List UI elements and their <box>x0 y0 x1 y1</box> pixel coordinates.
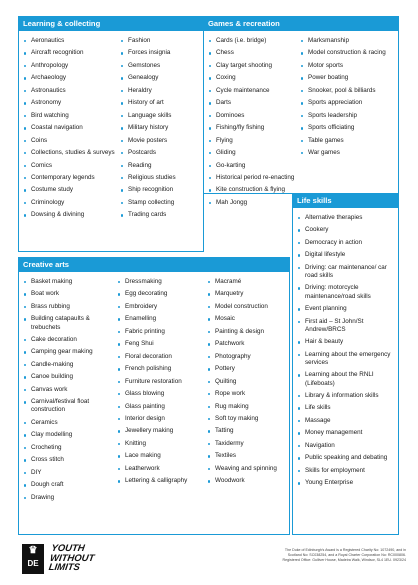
learning-item: Postcards <box>120 149 204 157</box>
learning-item: Military history <box>120 124 204 132</box>
tagline-line-3: LIMITS <box>47 562 81 573</box>
creative-item: Leatherwork <box>117 465 205 473</box>
creative-item: Canoe building <box>23 373 115 381</box>
creative-item: Taxidermy <box>207 440 289 448</box>
games-item: War games <box>300 149 398 157</box>
learning-item: Gemstones <box>120 62 204 70</box>
learning-col-1 <box>23 37 119 224</box>
creative-item: Macramé <box>207 278 289 286</box>
games-item: Sports appreciation <box>300 99 398 107</box>
games-col-1 <box>208 37 297 211</box>
games-item: Kite construction & flying <box>208 186 297 194</box>
creative-item: Painting & design <box>207 328 289 336</box>
learning-item: Aeronautics <box>23 37 119 45</box>
games-item: Motor sports <box>300 62 398 70</box>
life-skills-item: Young Enterprise <box>297 479 398 487</box>
games-item: Coxing <box>208 74 297 82</box>
learning-item: Criminology <box>23 199 119 207</box>
learning-item: Contemporary legends <box>23 174 119 182</box>
creative-item: Building catapaults & trebuchets <box>23 315 115 331</box>
games-item: Power boating <box>300 74 398 82</box>
games-item: Historical period re-enacting <box>208 174 297 182</box>
creative-item: Textiles <box>207 452 289 460</box>
logo-text: DE <box>27 559 39 568</box>
dofe-logo <box>22 544 44 574</box>
creative-item: Woodwork <box>207 477 289 485</box>
creative-item: Photography <box>207 353 289 361</box>
games-item: Marksmanship <box>300 37 398 45</box>
learning-item: Aircraft recognition <box>23 49 119 57</box>
tagline-line-1: YOUTH <box>50 543 86 554</box>
games-item: Chess <box>208 49 297 57</box>
life-skills-item: Hair & beauty <box>297 338 398 346</box>
creative-item: Patchwork <box>207 340 289 348</box>
learning-item: Costume study <box>23 186 119 194</box>
life-skills-item: Driving: car maintenance/ car road skills <box>297 264 398 280</box>
life-skills-item: Life skills <box>297 404 398 412</box>
life-skills-item: Event planning <box>297 305 398 313</box>
games-recreation-title: Games & recreation <box>204 17 398 31</box>
games-item: Clay target shooting <box>208 62 297 70</box>
creative-item: Basket making <box>23 278 115 286</box>
crown-icon: ♛ <box>28 545 38 556</box>
games-item: Cards (i.e. bridge) <box>208 37 297 45</box>
creative-item: Enamelling <box>117 315 205 323</box>
learning-item: Religious studies <box>120 174 204 182</box>
life-skills-item: Library & information skills <box>297 392 398 400</box>
games-item: Sports leadership <box>300 112 398 120</box>
creative-item: Fabric printing <box>117 328 205 336</box>
creative-item: Candle-making <box>23 361 115 369</box>
games-item: Gliding <box>208 149 297 157</box>
creative-item: Cross stitch <box>23 456 115 464</box>
creative-item: Rope work <box>207 390 289 398</box>
creative-item: Weaving and spinning <box>207 465 289 473</box>
tagline-line-2: WITHOUT <box>49 552 96 564</box>
learning-collecting-panel <box>18 16 204 252</box>
creative-item: Boat work <box>23 290 115 298</box>
learning-item: History of art <box>120 99 204 107</box>
learning-item: Collections, studies & surveys <box>23 149 119 157</box>
learning-item: Coins <box>23 137 119 145</box>
games-item: Sports officiating <box>300 124 398 132</box>
learning-item: Forces insignia <box>120 49 204 57</box>
creative-item: Feng Shui <box>117 340 205 348</box>
life-skills-item: Cookery <box>297 226 398 234</box>
creative-item: Clay modelling <box>23 431 115 439</box>
games-item: Darts <box>208 99 297 107</box>
learning-item: Comics <box>23 162 119 170</box>
creative-item: Crocheting <box>23 444 115 452</box>
creative-item: Lettering & calligraphy <box>117 477 205 485</box>
life-skills-item: Alternative therapies <box>297 214 398 222</box>
creative-item: Lace making <box>117 452 205 460</box>
legal-line-2: Scotland No: SC038254, and a Royal Charter Corporation No: RC000806. <box>287 553 406 557</box>
games-item: Flying <box>208 137 297 145</box>
life-skills-item: Digital lifestyle <box>297 251 398 259</box>
creative-item: Cake decoration <box>23 336 115 344</box>
creative-item: Pottery <box>207 365 289 373</box>
life-skills-item: Driving: motorcycle maintenance/road skills <box>297 284 398 300</box>
learning-item: Astronautics <box>23 87 119 95</box>
creative-item: Glass blowing <box>117 390 205 398</box>
creative-item: Jewellery making <box>117 427 205 435</box>
creative-item: Mosaic <box>207 315 289 323</box>
games-item: Dominoes <box>208 112 297 120</box>
learning-item: Genealogy <box>120 74 204 82</box>
games-item: Mah Jongg <box>208 199 297 207</box>
learning-col-2 <box>120 37 204 224</box>
creative-item: French polishing <box>117 365 205 373</box>
creative-arts-title: Creative arts <box>19 258 289 272</box>
learning-item: Astronomy <box>23 99 119 107</box>
legal-line-1: The Duke of Edinburgh's Award is a Registered Charity No: 1072490, and in <box>284 548 406 552</box>
creative-item: Dough craft <box>23 481 115 489</box>
creative-item: Canvas work <box>23 386 115 394</box>
creative-item: Quilting <box>207 378 289 386</box>
creative-item: Ceramics <box>23 419 115 427</box>
creative-item: Floral decoration <box>117 353 205 361</box>
creative-col-2 <box>117 278 205 490</box>
learning-item: Ship recognition <box>120 186 204 194</box>
creative-col-3 <box>207 278 289 490</box>
learning-item: Coastal navigation <box>23 124 119 132</box>
life-skills-item: Public speaking and debating <box>297 454 398 462</box>
creative-item: Knitting <box>117 440 205 448</box>
learning-item: Language skills <box>120 112 204 120</box>
creative-item: Drawing <box>23 494 115 502</box>
creative-item: Interior design <box>117 415 205 423</box>
learning-item: Archaeology <box>23 74 119 82</box>
legal-line-3: Registered Office: Gulliver House, Madeira Walk, Windsor, SL4 1EU. 0923/24 <box>282 558 406 562</box>
footer <box>0 538 418 585</box>
creative-item: Furniture restoration <box>117 378 205 386</box>
creative-item: Dressmaking <box>117 278 205 286</box>
creative-item: Soft toy making <box>207 415 289 423</box>
creative-item: Egg decorating <box>117 290 205 298</box>
creative-item: DIY <box>23 469 115 477</box>
games-item: Go-karting <box>208 162 297 170</box>
youth-without-limits-tagline <box>48 544 96 573</box>
creative-item: Rug making <box>207 403 289 411</box>
creative-item: Tatting <box>207 427 289 435</box>
learning-collecting-title: Learning & collecting <box>19 17 203 31</box>
creative-item: Brass rubbing <box>23 303 115 311</box>
creative-item: Carnival/festival float construction <box>23 398 115 414</box>
creative-item: Marquetry <box>207 290 289 298</box>
life-skills-item: First aid – St John/St Andrew/BRCS <box>297 318 398 334</box>
learning-item: Heraldry <box>120 87 204 95</box>
creative-item: Embroidery <box>117 303 205 311</box>
life-skills-item: Democracy in action <box>297 239 398 247</box>
creative-arts-panel <box>18 257 290 535</box>
life-skills-item: Massage <box>297 417 398 425</box>
life-skills-item: Learning about the RNLI (Lifeboats) <box>297 371 398 387</box>
life-skills-panel <box>292 193 399 535</box>
creative-item: Model construction <box>207 303 289 311</box>
games-item: Cycle maintenance <box>208 87 297 95</box>
life-skills-item: Navigation <box>297 442 398 450</box>
life-skills-title: Life skills <box>293 194 398 208</box>
learning-item: Movie posters <box>120 137 204 145</box>
games-item: Table games <box>300 137 398 145</box>
learning-item: Trading cards <box>120 211 204 219</box>
life-skills-item: Skills for employment <box>297 467 398 475</box>
creative-item: Glass painting <box>117 403 205 411</box>
games-item: Fishing/fly fishing <box>208 124 297 132</box>
legal-notice <box>216 548 406 563</box>
creative-item: Camping gear making <box>23 348 115 356</box>
life-skills-item: Money management <box>297 429 398 437</box>
games-item: Snooker, pool & billiards <box>300 87 398 95</box>
learning-item: Reading <box>120 162 204 170</box>
learning-item: Dowsing & divining <box>23 211 119 219</box>
learning-item: Stamp collecting <box>120 199 204 207</box>
learning-item: Fashion <box>120 37 204 45</box>
games-col-2 <box>300 37 398 162</box>
life-skills-item: Learning about the emergency services <box>297 351 398 367</box>
learning-item: Anthropology <box>23 62 119 70</box>
learning-item: Bird watching <box>23 112 119 120</box>
games-item: Model construction & racing <box>300 49 398 57</box>
life-col-1 <box>297 214 398 492</box>
creative-col-1 <box>23 278 115 506</box>
